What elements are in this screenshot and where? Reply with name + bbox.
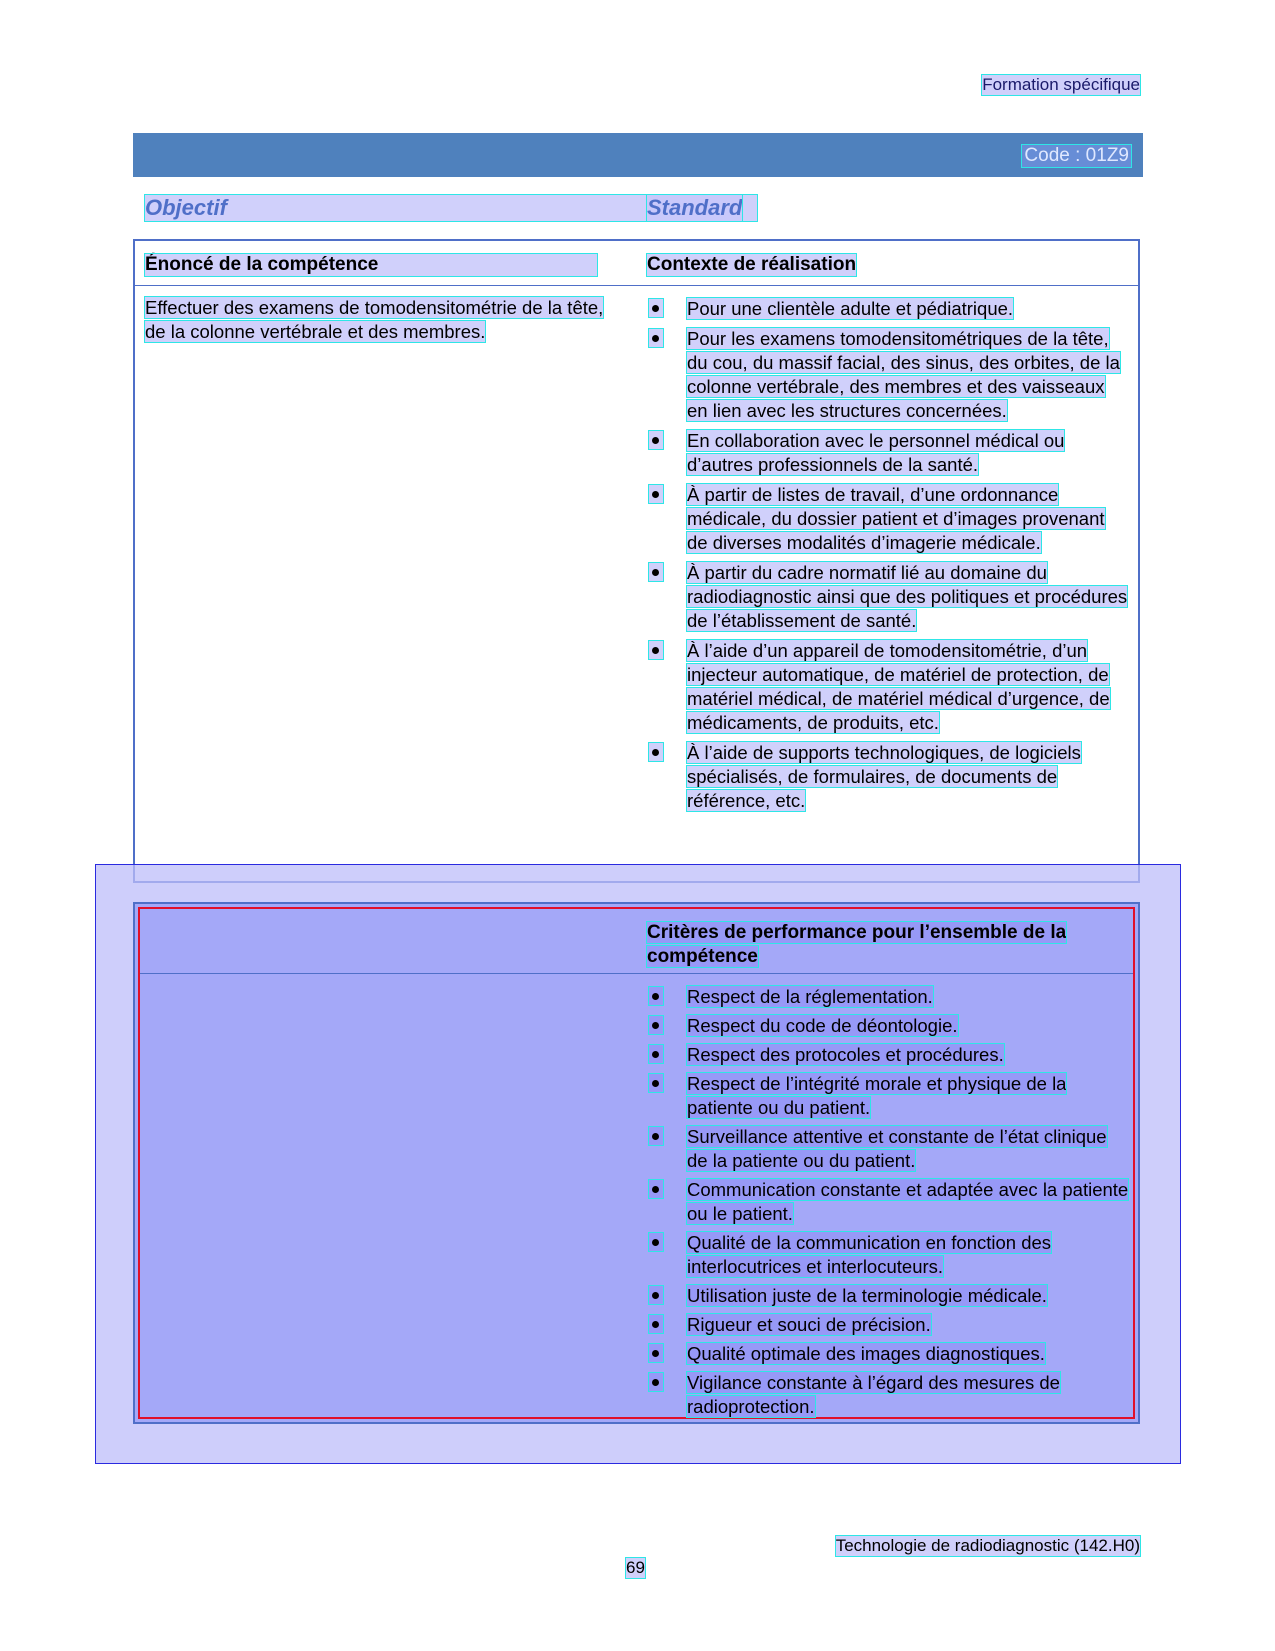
list-item: Surveillance attentive et constante de l’état clinique de la patiente ou du patient. xyxy=(649,1125,1129,1173)
bullet-icon xyxy=(649,1373,663,1391)
criteres-list xyxy=(649,985,1129,1424)
bullet-icon xyxy=(649,1016,663,1034)
competency-code: Code : 01Z9 xyxy=(1024,145,1129,166)
list-item: Pour une clientèle adulte et pédiatrique. xyxy=(649,297,1129,321)
criteres-table xyxy=(133,902,1140,1424)
bullet-icon xyxy=(649,299,663,317)
bullet-icon xyxy=(649,1074,663,1092)
contexte-list xyxy=(649,297,1129,819)
list-item: Qualité optimale des images diagnostiques. xyxy=(649,1342,1129,1366)
bullet-icon xyxy=(649,1127,663,1145)
list-item: À l’aide de supports technologiques, de logiciels spécialisés, de formulaires, de documents de référence, etc. xyxy=(649,741,1129,813)
bullet-icon xyxy=(649,1286,663,1304)
bullet-icon xyxy=(649,1233,663,1251)
table-header-row xyxy=(140,909,1133,974)
bullet-icon xyxy=(649,431,663,449)
list-item: Rigueur et souci de précision. xyxy=(649,1313,1129,1337)
footer-program: Technologie de radiodiagnostic (142.H0) xyxy=(835,1536,1140,1555)
list-item: Qualité de la communication en fonction des interlocutrices et interlocuteurs. xyxy=(649,1231,1129,1279)
criteres-header: Critères de performance pour l’ensemble de la compétence xyxy=(647,922,1067,967)
bullet-icon xyxy=(649,329,663,347)
list-item: Pour les examens tomodensitométriques de la tête, du cou, du massif facial, des sinus, des orbites, de la colonne vertébrale, des membres et des vaisseaux en lien avec les structures concernées. xyxy=(649,327,1129,423)
enonce-header: Énoncé de la compétence xyxy=(145,254,597,276)
list-item: Utilisation juste de la terminologie médicale. xyxy=(649,1284,1129,1308)
bullet-icon xyxy=(649,987,663,1005)
bullet-icon xyxy=(649,563,663,581)
list-item: À partir de listes de travail, d’une ordonnance médicale, du dossier patient et d’images provenant de diverses modalités d’imagerie médicale. xyxy=(649,483,1129,555)
bullet-icon xyxy=(649,1344,663,1362)
table-header-row xyxy=(135,241,1138,286)
list-item: Respect de la réglementation. xyxy=(649,985,1129,1009)
list-item: Respect des protocoles et procédures. xyxy=(649,1043,1129,1067)
running-header: Formation spécifique xyxy=(982,75,1140,94)
bullet-icon xyxy=(649,1180,663,1198)
list-item: Communication constante et adaptée avec la patiente ou le patient. xyxy=(649,1178,1129,1226)
list-item: Respect de l’intégrité morale et physique de la patiente ou du patient. xyxy=(649,1072,1129,1120)
list-item: À l’aide d’un appareil de tomodensitométrie, d’un injecteur automatique, de matériel de protection, de matériel médical, de matériel médical d’urgence, de médicaments, de produits, etc. xyxy=(649,639,1129,735)
list-item: Vigilance constante à l’égard des mesures de radioprotection. xyxy=(649,1371,1129,1419)
contexte-header: Contexte de réalisation xyxy=(647,254,857,275)
competence-statement: Effectuer des examens de tomodensitométrie de la tête, de la colonne vertébrale et des membres. xyxy=(145,297,604,342)
list-item: À partir du cadre normatif lié au domaine du radiodiagnostic ainsi que des politiques et procédures de l’établissement de santé. xyxy=(649,561,1129,633)
competence-table xyxy=(133,239,1140,883)
page-number: 69 xyxy=(626,1558,645,1577)
code-bar xyxy=(133,133,1143,177)
list-item: Respect du code de déontologie. xyxy=(649,1014,1129,1038)
bullet-icon xyxy=(649,485,663,503)
bullet-icon xyxy=(649,743,663,761)
bullet-icon xyxy=(649,1045,663,1063)
standard-title: Standard xyxy=(647,195,743,220)
list-item: En collaboration avec le personnel médical ou d’autres professionnels de la santé. xyxy=(649,429,1129,477)
bullet-icon xyxy=(649,641,663,659)
objectif-title: Objectif xyxy=(145,195,757,221)
bullet-icon xyxy=(649,1315,663,1333)
selection-outline xyxy=(138,907,1135,1419)
